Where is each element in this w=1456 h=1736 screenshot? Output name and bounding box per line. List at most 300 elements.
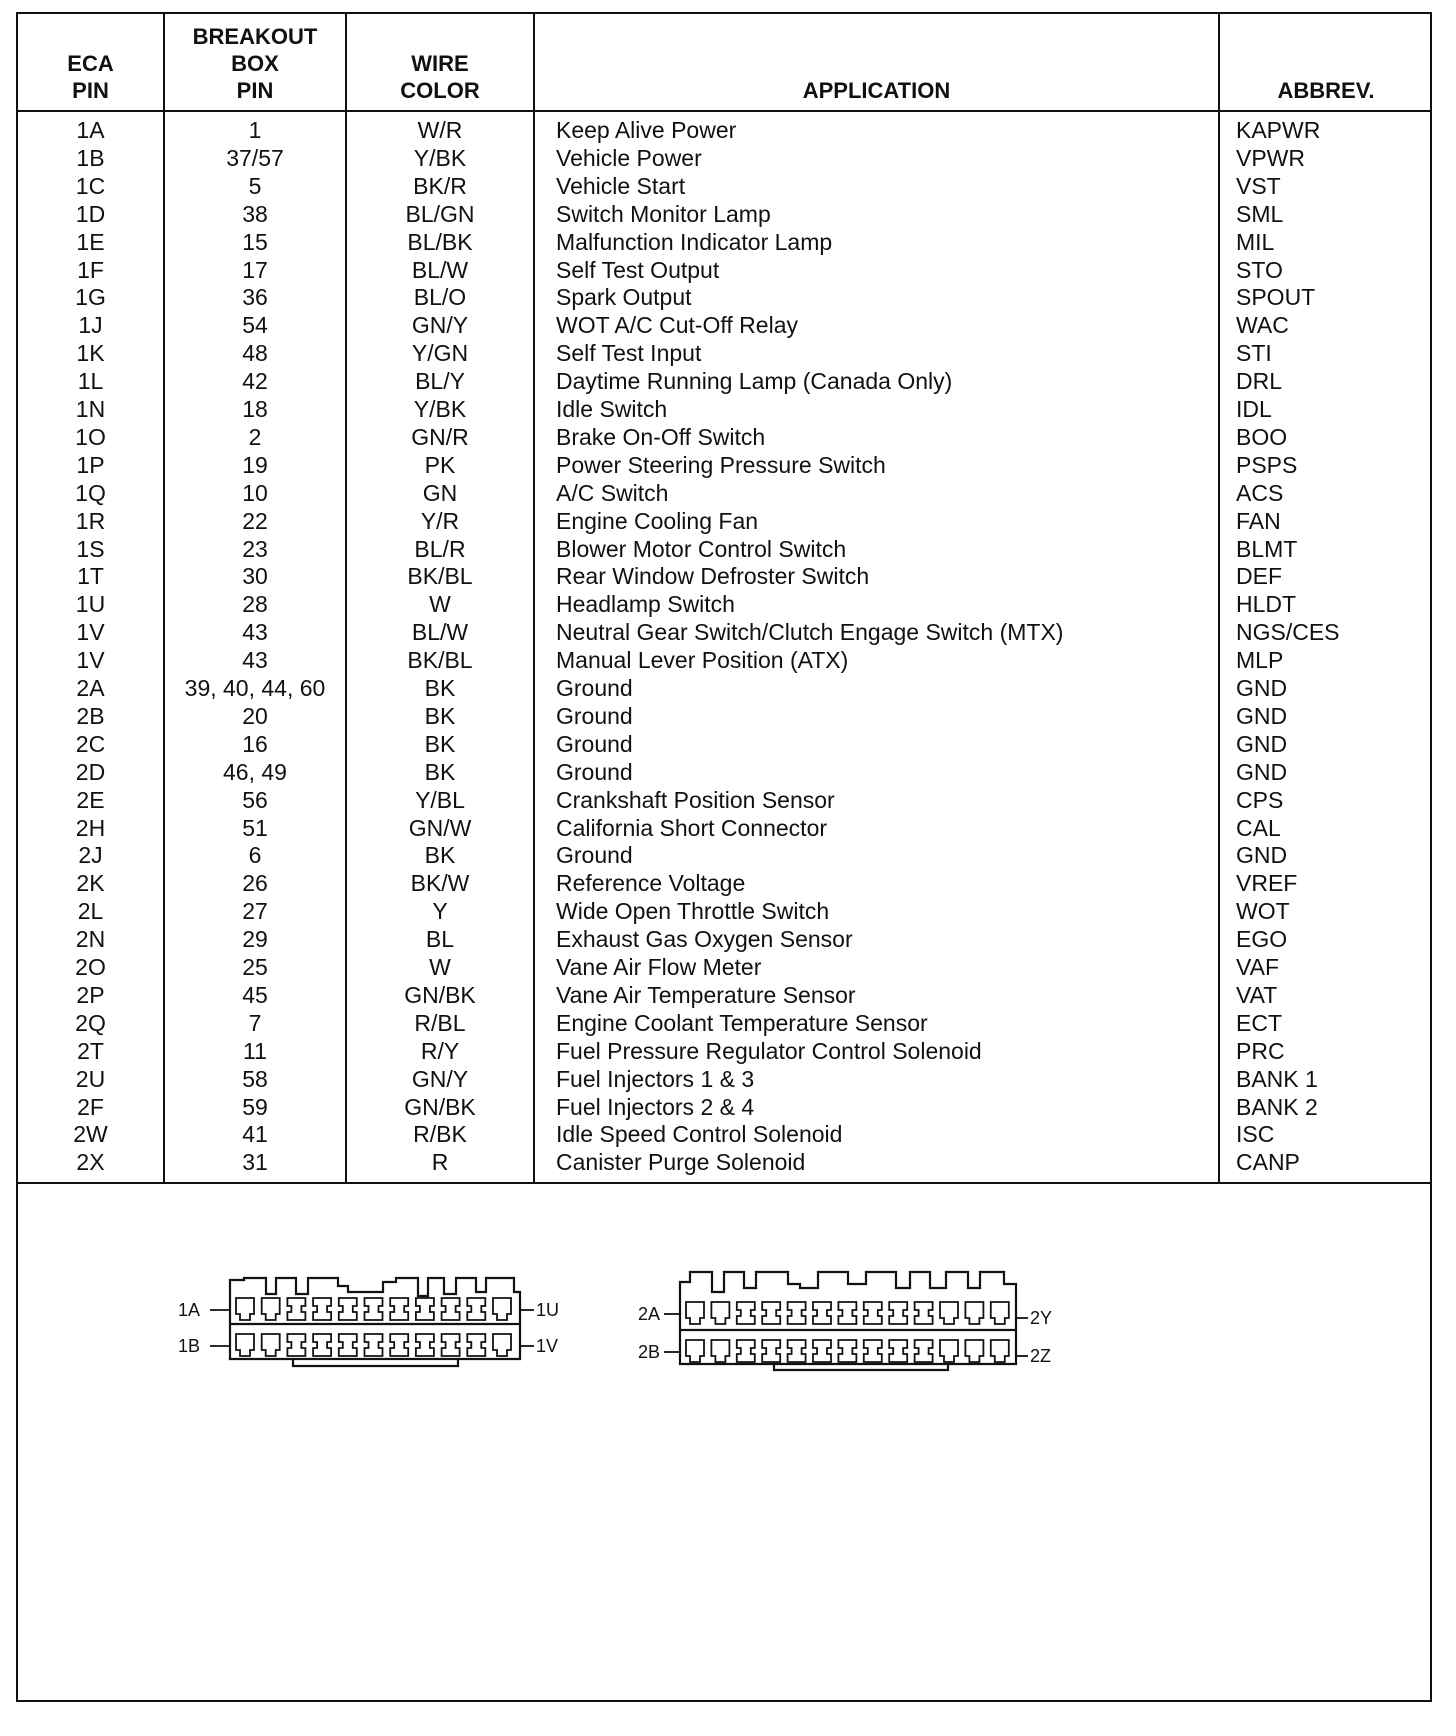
application-cell: Malfunction Indicator Lamp [556,228,833,255]
connector-1-pin-cavity [442,1298,460,1320]
abbrev-cell: WAC [1236,312,1289,339]
breakout-pin-cell: 25 [242,954,268,980]
eca-pin-cell: 2E [76,786,105,813]
breakout-pin-cell: 48 [242,340,268,367]
table-row [18,451,1430,479]
application-cell: Crankshaft Position Sensor [556,786,835,813]
connector-1-pin-cavity [365,1334,383,1356]
header-wire-color [347,14,533,110]
eca-pin-cell: 1V [76,619,105,646]
table-row [18,535,1430,563]
wire-color-cell: BK [424,675,456,701]
connector-2-pin-cavity [991,1340,1009,1362]
eca-pin-cell: 1K [76,340,105,367]
eca-pin-cell: 1B [76,144,105,171]
connector-2-pin-cavity [762,1340,780,1362]
abbrev-cell: PSPS [1236,451,1298,478]
wire-color-cell: GN/W [408,814,472,841]
abbrev-cell: VREF [1236,870,1298,897]
application-cell: Power Steering Pressure Switch [556,451,886,478]
connector-1-pin-cavity [313,1298,331,1320]
breakout-pin-cell: 27 [242,898,268,925]
wire-color-cell: GN/Y [411,312,469,339]
wire-color-cell: BK [424,758,456,785]
wire-color-cell: GN/BK [404,981,476,1008]
connector-1-pin-cavity [390,1334,408,1356]
breakout-pin-cell: 6 [248,842,262,869]
connector-1-pin-cavity [236,1334,254,1356]
application-cell: Fuel Injectors 2 & 4 [556,1093,755,1120]
breakout-pin-cell: 38 [242,200,268,227]
wire-color-cell: BK/R [413,172,467,199]
breakout-pin-cell: 30 [242,563,268,590]
table-row [18,786,1430,814]
eca-pin-cell: 1C [75,172,106,199]
connector-1-pin-cavity [467,1298,485,1320]
abbrev-cell: PRC [1236,1037,1285,1064]
eca-pin-cell: 2C [75,730,106,757]
wire-color-cell: BL/BK [407,228,473,255]
eca-pin-cell: 1G [75,284,106,311]
abbrev-cell: CPS [1236,786,1284,813]
eca-pin-cell: 2H [75,814,106,841]
application-cell: Self Test Input [556,340,702,367]
connector-2-pin-cavity [838,1340,856,1362]
wire-color-cell: BK [424,702,456,729]
abbrev-cell: GND [1236,702,1288,729]
breakout-pin-cell: 23 [242,535,268,562]
application-cell: Reference Voltage [556,870,746,897]
wire-color-cell: BK [424,842,456,869]
pinout-sheet [16,12,1432,1702]
connector-2-pin-cavity [915,1302,933,1324]
application-cell: Ground [556,842,633,869]
connector-2-pin-cavity [889,1302,907,1324]
application-cell: Ground [556,675,633,701]
eca-pin-cell: 1D [75,200,106,227]
application-cell: Ground [556,702,633,729]
wire-color-cell: R/BL [414,1009,466,1036]
table-row [18,758,1430,786]
breakout-pin-cell: 10 [242,479,268,506]
breakout-pin-cell: 56 [242,786,268,813]
pin-label-2A: 2A [638,1304,661,1324]
application-cell: Brake On-Off Switch [556,423,766,450]
wire-color-cell: BL/GN [405,200,475,227]
pin-label-2Y: 2Y [1030,1308,1053,1328]
header-application-label: APPLICATION [802,78,951,103]
table-row [18,953,1430,981]
connector-2-pin-cavity [838,1302,856,1324]
table-row [18,339,1430,367]
connector-1-pin-cavity [262,1298,280,1320]
table-row [18,841,1430,869]
abbrev-cell: DRL [1236,368,1283,395]
connector-2-pin-cavity [965,1340,983,1362]
breakout-pin-cell: 59 [242,1093,268,1120]
eca-pin-cell: 2O [75,954,106,980]
breakout-pin-cell: 37/57 [226,144,284,171]
application-cell: Engine Coolant Temperature Sensor [556,1009,928,1036]
breakout-pin-cell: 28 [242,591,268,618]
connector-2-pin-cavity [737,1340,755,1362]
abbrev-cell: IDL [1236,396,1272,422]
table-row [18,507,1430,535]
eca-pin-cell: 1T [77,563,104,590]
table-row [18,869,1430,897]
connector-1-pin-cavity [339,1298,357,1320]
eca-pin-cell: 2F [77,1093,104,1120]
header-wire-line1: WIRE [411,51,469,76]
abbrev-cell: CAL [1236,814,1281,841]
eca-pin-cell: 2P [76,981,105,1008]
wire-color-cell: R/BK [413,1121,467,1148]
breakout-pin-cell: 29 [242,926,268,953]
connector-2-pin-cavity [686,1340,704,1362]
application-cell: Neutral Gear Switch/Clutch Engage Switch (MTX) [556,619,1064,646]
eca-pin-cell: 2X [76,1149,105,1176]
abbrev-cell: FAN [1236,507,1281,534]
application-cell: Idle Speed Control Solenoid [556,1121,843,1148]
abbrev-cell: WOT [1236,898,1290,925]
application-cell: Blower Motor Control Switch [556,535,847,562]
application-cell: Vehicle Power [556,144,702,171]
breakout-pin-cell: 39, 40, 44, 60 [184,675,326,701]
eca-pin-cell: 2A [76,675,105,701]
eca-pin-cell: 1O [75,423,106,450]
breakout-pin-cell: 42 [242,368,268,395]
abbrev-cell: GND [1236,842,1288,869]
table-row [18,311,1430,339]
eca-pin-cell: 2Q [75,1009,106,1036]
table-row [18,590,1430,618]
abbrev-cell: GND [1236,675,1288,701]
table-row [18,897,1430,925]
wire-color-cell: BL/W [411,619,469,646]
header-eca-pin-line2: PIN [72,78,109,103]
connector-1-pin-cavity [236,1298,254,1320]
header-breakout-line3: PIN [236,78,274,103]
application-cell: Engine Cooling Fan [556,507,759,534]
application-cell: Vehicle Start [556,172,686,199]
breakout-pin-cell: 31 [242,1149,268,1176]
table-row [18,1037,1430,1065]
header-breakout-line1: BREAKOUT [192,24,318,49]
abbrev-cell: SPOUT [1236,284,1316,311]
table-row [18,981,1430,1009]
breakout-pin-cell: 1 [248,117,262,143]
breakout-pin-cell: 5 [248,172,262,199]
table-row [18,228,1430,256]
application-cell: Manual Lever Position (ATX) [556,647,849,674]
table-row [18,1093,1430,1121]
connector-1-pin-cavity [390,1298,408,1320]
wire-color-cell: GN/Y [411,1065,469,1092]
wire-color-cell: Y/GN [411,340,469,367]
connector-2-pin-cavity [965,1302,983,1324]
abbrev-cell: MIL [1236,228,1275,255]
application-cell: Exhaust Gas Oxygen Sensor [556,926,853,953]
eca-pin-cell: 2L [77,898,104,925]
wire-color-cell: W [429,591,451,618]
connector-1-pin-cavity [313,1334,331,1356]
breakout-pin-cell: 19 [242,451,268,478]
wire-color-cell: BL [425,926,455,953]
eca-pin-cell: 1R [75,507,106,534]
connector-1-pin-cavity [493,1298,511,1320]
wire-color-cell: Y/R [420,507,460,534]
application-cell: Spark Output [556,284,692,311]
header-application [535,14,1218,110]
abbrev-cell: GND [1236,758,1288,785]
connector-1-pin-cavity [416,1334,434,1356]
table-row [18,367,1430,395]
connector-2-pin-cavity [737,1302,755,1324]
table-row [18,562,1430,590]
eca-pin-cell: 1E [76,228,105,255]
breakout-pin-cell: 11 [243,1037,267,1064]
application-cell: Idle Switch [556,396,668,422]
table-row [18,395,1430,423]
wire-color-cell: Y/BL [415,786,465,813]
table-row [18,1148,1430,1176]
table-row [18,814,1430,842]
eca-pin-cell: 1A [76,117,105,143]
connector-1-pin-cavity [442,1334,460,1356]
breakout-pin-cell: 7 [248,1009,262,1036]
eca-pin-cell: 1P [76,451,105,478]
application-cell: Fuel Injectors 1 & 3 [556,1065,755,1092]
header-eca-pin [18,14,163,110]
breakout-pin-cell: 18 [242,396,268,422]
table-row [18,200,1430,228]
eca-pin-cell: 2K [76,870,105,897]
table-row [18,1009,1430,1037]
breakout-pin-cell: 26 [242,870,268,897]
breakout-pin-cell: 51 [242,814,268,841]
table-row [18,702,1430,730]
abbrev-cell: VAF [1236,954,1280,980]
eca-pin-cell: 1L [77,368,104,395]
abbrev-cell: ISC [1236,1121,1275,1148]
application-cell: California Short Connector [556,814,828,841]
application-cell: Self Test Output [556,256,720,283]
table-row [18,646,1430,674]
connector-1-shell [230,1278,520,1359]
wire-color-cell: PK [424,451,456,478]
pin-label-1A: 1A [178,1300,201,1320]
connector-2-pin-cavity [788,1340,806,1362]
abbrev-cell: STI [1236,340,1272,367]
header-wire-line2: COLOR [400,78,480,103]
abbrev-cell: BANK 2 [1236,1093,1318,1120]
table-row [18,925,1430,953]
connector-2-pin-cavity [864,1302,882,1324]
connector-1-pin-cavity [287,1334,305,1356]
pin-label-2B: 2B [638,1342,661,1362]
abbrev-cell: HLDT [1236,591,1297,618]
table-row [18,479,1430,507]
connector-1-pin-cavity [339,1334,357,1356]
eca-pin-cell: 1N [75,396,106,422]
table-row [18,283,1430,311]
eca-pin-cell: 2D [75,758,106,785]
connector-diagram-svg [18,1184,1430,1702]
connector-2-pin-cavity [711,1302,729,1324]
abbrev-cell: ACS [1236,479,1284,506]
abbrev-cell: BOO [1236,423,1288,450]
header-breakout-box-pin [165,14,345,110]
abbrev-cell: DEF [1236,563,1282,590]
connector-2-pin-cavity [762,1302,780,1324]
breakout-pin-cell: 16 [242,730,268,757]
header-eca-pin-line1: ECA [67,51,114,76]
abbrev-cell: GND [1236,730,1288,757]
pin-label-2Z: 2Z [1030,1346,1052,1366]
table-row [18,423,1430,451]
table-row [18,172,1430,200]
abbrev-cell: CANP [1236,1149,1300,1176]
application-cell: Fuel Pressure Regulator Control Solenoid [556,1037,982,1064]
table-row [18,730,1430,758]
table-row [18,674,1430,702]
eca-pin-cell: 1F [77,256,104,283]
breakout-pin-cell: 46, 49 [223,758,287,785]
wire-color-cell: GN/R [411,423,469,450]
breakout-pin-cell: 41 [242,1121,268,1148]
pin-label-1B: 1B [178,1336,201,1356]
connector-1-pin-cavity [365,1298,383,1320]
connector-1-pin-cavity [467,1334,485,1356]
breakout-pin-cell: 15 [242,228,268,255]
connector-2-pin-cavity [711,1340,729,1362]
application-cell: Vane Air Flow Meter [556,954,762,980]
abbrev-cell: EGO [1236,926,1288,953]
eca-pin-cell: 2T [77,1037,104,1064]
eca-pin-cell: 1U [75,591,106,618]
wire-color-cell: W/R [417,117,463,143]
breakout-pin-cell: 36 [242,284,268,311]
connector-2-pin-cavity [991,1302,1009,1324]
table-row [18,1065,1430,1093]
table-row [18,1120,1430,1148]
eca-pin-cell: 2B [76,702,105,729]
eca-pin-cell: 2U [75,1065,106,1092]
eca-pin-cell: 2J [78,842,103,869]
connector-2-pin-cavity [813,1302,831,1324]
abbrev-cell: SML [1236,200,1284,227]
connector-2-pin-cavity [686,1302,704,1324]
connector-2-pin-cavity [915,1340,933,1362]
breakout-pin-cell: 43 [242,619,268,646]
eca-pin-cell: 1V [76,647,105,674]
wire-color-cell: BK/BL [407,647,473,674]
application-cell: Headlamp Switch [556,591,735,618]
connector-2-pin-cavity [813,1340,831,1362]
application-cell: Ground [556,730,633,757]
wire-color-cell: BK/BL [407,563,473,590]
table-row [18,116,1430,144]
wire-color-cell: BK [424,730,456,757]
eca-pin-cell: 1Q [75,479,106,506]
connector-1-pin-cavity [493,1334,511,1356]
connector-2-pin-cavity [788,1302,806,1324]
abbrev-cell: VST [1236,172,1281,199]
pin-label-1U: 1U [536,1300,560,1320]
connector-1-pin-cavity [416,1298,434,1320]
abbrev-cell: MLP [1236,647,1284,674]
eca-pin-cell: 1J [78,312,103,339]
breakout-pin-cell: 45 [242,981,268,1008]
connector-diagrams [18,1184,1430,1702]
pin-label-1V: 1V [536,1336,559,1356]
abbrev-cell: VAT [1236,981,1278,1008]
connector-2-pin-cavity [940,1340,958,1362]
abbrev-cell: BANK 1 [1236,1065,1318,1092]
eca-pin-cell: 2W [73,1121,108,1148]
breakout-pin-cell: 54 [242,312,268,339]
connector-2-pin-cavity [889,1340,907,1362]
application-cell: Keep Alive Power [556,117,737,143]
abbrev-cell: NGS/CES [1236,619,1340,646]
application-cell: Wide Open Throttle Switch [556,898,830,925]
application-cell: Ground [556,758,633,785]
application-cell: Vane Air Temperature Sensor [556,981,856,1008]
header-breakout-line2: BOX [231,51,279,76]
connector-1-pin-cavity [287,1298,305,1320]
connector-2-pin-cavity [864,1340,882,1362]
wire-color-cell: Y/BK [413,396,467,422]
header-abbrev [1220,14,1432,110]
breakout-pin-cell: 2 [248,423,262,450]
connector-2-pin-cavity [940,1302,958,1324]
wire-color-cell: BL/O [413,284,467,311]
breakout-pin-cell: 22 [242,507,268,534]
table-row [18,144,1430,172]
application-cell: Canister Purge Solenoid [556,1149,806,1176]
breakout-pin-cell: 20 [242,702,268,729]
header-abbrev-label: ABBREV. [1277,78,1375,103]
abbrev-cell: STO [1236,256,1283,283]
abbrev-cell: ECT [1236,1009,1282,1036]
wire-color-cell: BL/Y [415,368,465,395]
wire-color-cell: GN/BK [404,1093,476,1120]
wire-color-cell: BL/R [414,535,466,562]
table-row [18,256,1430,284]
application-cell: Switch Monitor Lamp [556,200,771,227]
breakout-pin-cell: 17 [242,256,268,283]
eca-pin-cell: 1S [76,535,105,562]
breakout-pin-cell: 43 [242,647,268,674]
wire-color-cell: R [431,1149,449,1176]
abbrev-cell: VPWR [1236,144,1305,171]
application-cell: A/C Switch [556,479,669,506]
table-row [18,618,1430,646]
breakout-pin-cell: 58 [242,1065,268,1092]
abbrev-cell: BLMT [1236,535,1298,562]
wire-color-cell: W [429,954,451,980]
abbrev-cell: KAPWR [1236,117,1321,143]
connector-1-pin-cavity [262,1334,280,1356]
wire-color-cell: Y [432,898,448,925]
wire-color-cell: Y/BK [413,144,467,171]
wire-color-cell: GN [422,479,458,506]
wire-color-cell: BL/W [411,256,469,283]
wire-color-cell: R/Y [420,1037,460,1064]
wire-color-cell: BK/W [410,870,470,897]
application-cell: WOT A/C Cut-Off Relay [556,312,798,339]
application-cell: Daytime Running Lamp (Canada Only) [556,368,953,395]
